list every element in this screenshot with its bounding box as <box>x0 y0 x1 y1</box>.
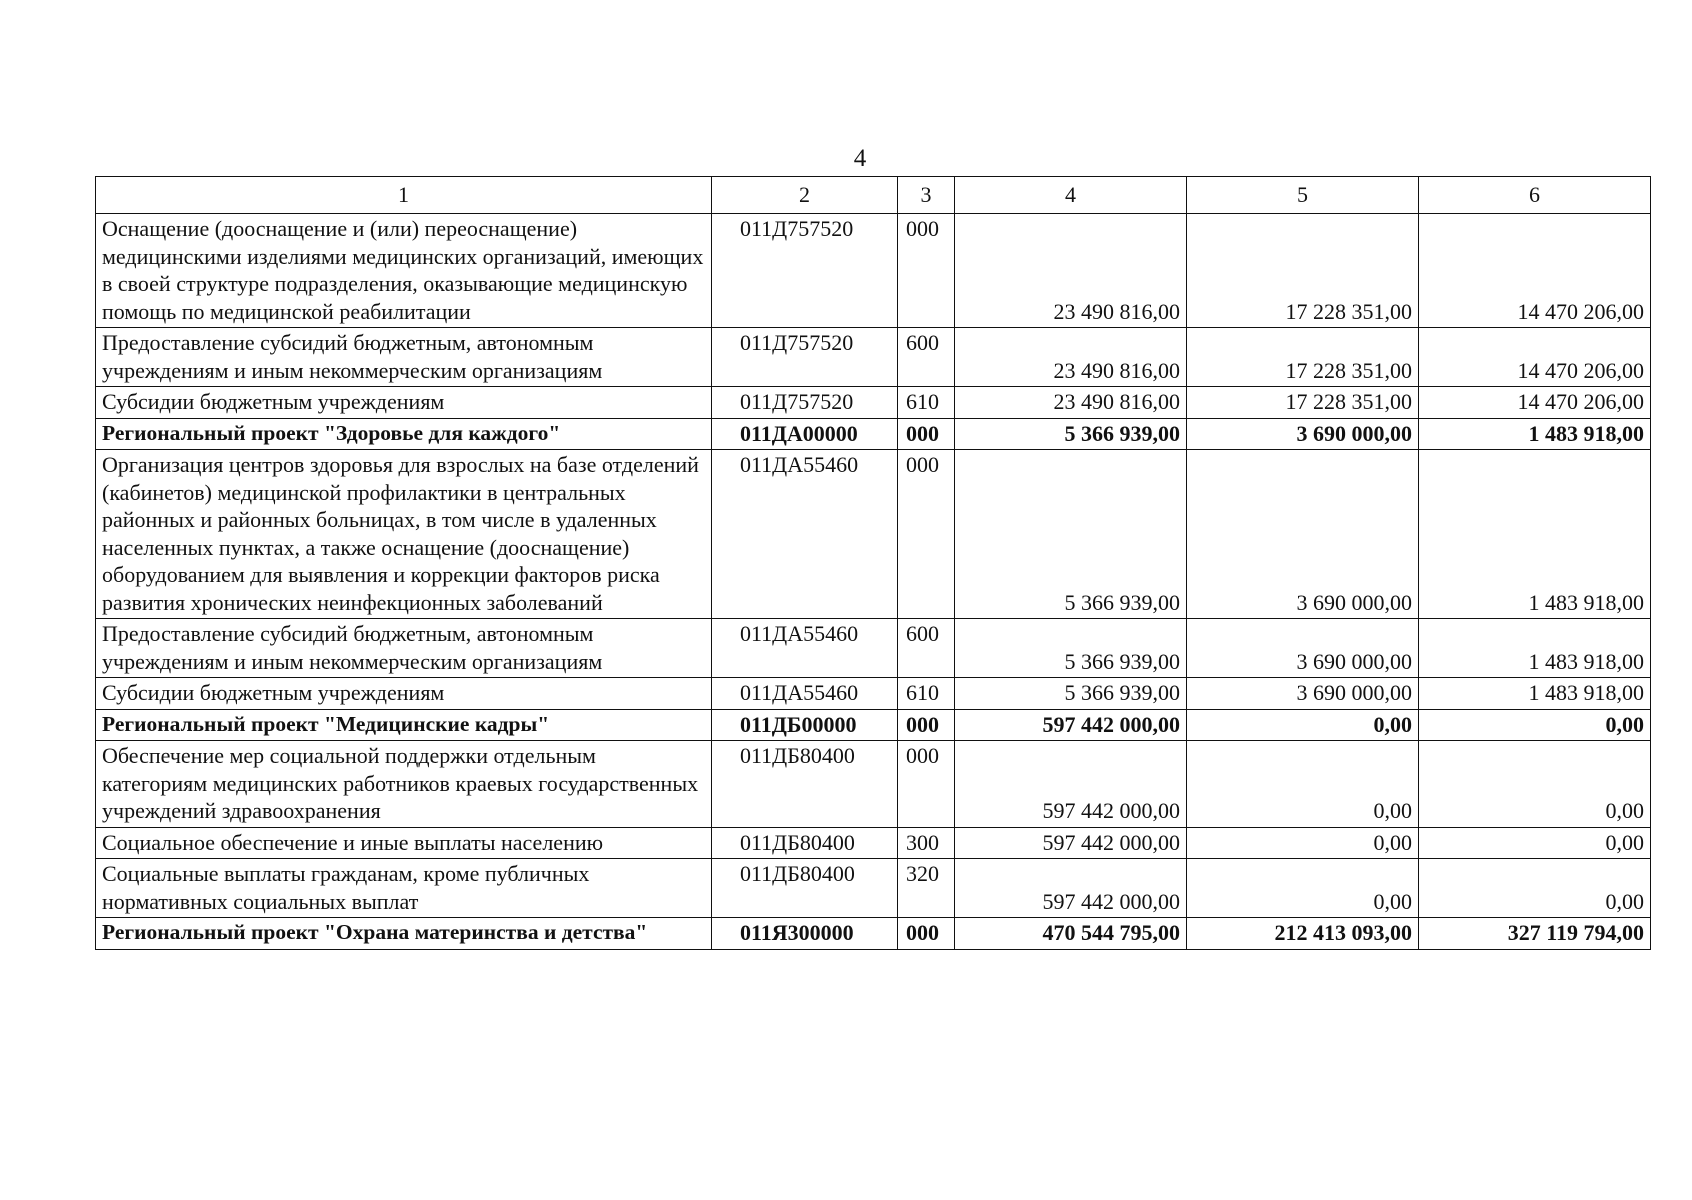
table-row <box>96 328 1651 387</box>
row-amount-col4: 23 490 816,00 <box>955 328 1187 387</box>
row-amount-col4: 470 544 795,00 <box>955 918 1187 950</box>
row-amount-col4: 597 442 000,00 <box>955 859 1187 918</box>
row-code: 011Д757520 <box>712 328 898 387</box>
row-amount-col5: 0,00 <box>1187 827 1419 859</box>
row-amount-col4: 597 442 000,00 <box>955 741 1187 828</box>
column-header-3: 3 <box>898 177 955 214</box>
row-code: 011ДА00000 <box>712 418 898 450</box>
column-header-1: 1 <box>96 177 712 214</box>
row-name: Социальное обеспечение и иные выплаты населению <box>96 827 712 859</box>
row-expense-type: 610 <box>898 387 955 419</box>
table-row <box>96 214 1651 328</box>
column-header-4: 4 <box>955 177 1187 214</box>
row-name: Обеспечение мер социальной поддержки отдельным категориям медицинских работников краевых государственных учреждений здравоохранения <box>96 741 712 828</box>
row-name: Региональный проект "Охрана материнства и детства" <box>96 918 712 950</box>
row-amount-col4: 5 366 939,00 <box>955 418 1187 450</box>
row-code: 011Я300000 <box>712 918 898 950</box>
row-code: 011ДБ80400 <box>712 741 898 828</box>
table-row <box>96 741 1651 828</box>
row-amount-col4: 23 490 816,00 <box>955 387 1187 419</box>
row-expense-type: 000 <box>898 709 955 741</box>
table-body <box>96 177 1651 950</box>
row-name: Предоставление субсидий бюджетным, автономным учреждениям и иным некоммерческим организациям <box>96 619 712 678</box>
row-amount-col6: 14 470 206,00 <box>1419 214 1651 328</box>
row-amount-col5: 3 690 000,00 <box>1187 450 1419 619</box>
row-amount-col6: 1 483 918,00 <box>1419 678 1651 710</box>
row-amount-col6: 1 483 918,00 <box>1419 450 1651 619</box>
table-header-row <box>96 177 1651 214</box>
table-row-project-total <box>96 709 1651 741</box>
table-row-project-total <box>96 418 1651 450</box>
row-expense-type: 000 <box>898 741 955 828</box>
row-expense-type: 600 <box>898 619 955 678</box>
row-code: 011ДБ00000 <box>712 709 898 741</box>
row-expense-type: 000 <box>898 450 955 619</box>
row-expense-type: 610 <box>898 678 955 710</box>
row-code: 011ДА55460 <box>712 678 898 710</box>
table-row <box>96 827 1651 859</box>
budget-table <box>95 176 1651 950</box>
row-expense-type: 000 <box>898 918 955 950</box>
table-row <box>96 859 1651 918</box>
row-amount-col4: 597 442 000,00 <box>955 709 1187 741</box>
row-name: Предоставление субсидий бюджетным, автономным учреждениям и иным некоммерческим организациям <box>96 328 712 387</box>
row-code: 011ДБ80400 <box>712 859 898 918</box>
row-name: Региональный проект "Здоровье для каждого" <box>96 418 712 450</box>
row-expense-type: 300 <box>898 827 955 859</box>
row-code: 011ДА55460 <box>712 450 898 619</box>
row-code: 011Д757520 <box>712 214 898 328</box>
row-amount-col5: 0,00 <box>1187 859 1419 918</box>
row-expense-type: 600 <box>898 328 955 387</box>
row-amount-col6: 14 470 206,00 <box>1419 328 1651 387</box>
row-amount-col5: 3 690 000,00 <box>1187 619 1419 678</box>
row-amount-col5: 3 690 000,00 <box>1187 418 1419 450</box>
row-amount-col5: 17 228 351,00 <box>1187 387 1419 419</box>
row-code: 011ДА55460 <box>712 619 898 678</box>
row-amount-col6: 0,00 <box>1419 741 1651 828</box>
row-amount-col5: 3 690 000,00 <box>1187 678 1419 710</box>
row-name: Организация центров здоровья для взрослых на базе отделений (кабинетов) медицинской профилактики в центральных районных и районных больницах, в том числе в удаленных населенных пунктах, а также оснащение (дооснащение) оборудованием для выявления и коррекции факторов риска развития хронических неинфекционных заболеваний <box>96 450 712 619</box>
row-amount-col5: 17 228 351,00 <box>1187 328 1419 387</box>
row-amount-col4: 5 366 939,00 <box>955 678 1187 710</box>
row-expense-type: 000 <box>898 418 955 450</box>
table-row <box>96 619 1651 678</box>
row-amount-col4: 5 366 939,00 <box>955 619 1187 678</box>
row-amount-col4: 597 442 000,00 <box>955 827 1187 859</box>
row-amount-col6: 0,00 <box>1419 827 1651 859</box>
row-name: Социальные выплаты гражданам, кроме публичных нормативных социальных выплат <box>96 859 712 918</box>
row-amount-col5: 212 413 093,00 <box>1187 918 1419 950</box>
row-name: Региональный проект "Медицинские кадры" <box>96 709 712 741</box>
table-row <box>96 387 1651 419</box>
row-amount-col6: 0,00 <box>1419 859 1651 918</box>
column-header-5: 5 <box>1187 177 1419 214</box>
table-row <box>96 678 1651 710</box>
row-expense-type: 000 <box>898 214 955 328</box>
row-amount-col4: 5 366 939,00 <box>955 450 1187 619</box>
row-expense-type: 320 <box>898 859 955 918</box>
table-row-project-total <box>96 918 1651 950</box>
row-amount-col5: 17 228 351,00 <box>1187 214 1419 328</box>
row-amount-col6: 1 483 918,00 <box>1419 619 1651 678</box>
row-amount-col6: 1 483 918,00 <box>1419 418 1651 450</box>
table-row <box>96 450 1651 619</box>
page-number: 4 <box>853 145 867 172</box>
row-name: Оснащение (дооснащение и (или) переоснащение) медицинскими изделиями медицинских организаций, имеющих в своей структуре подразделения, оказывающие медицинскую помощь по медицинской реабилитации <box>96 214 712 328</box>
row-amount-col6: 0,00 <box>1419 709 1651 741</box>
row-amount-col6: 327 119 794,00 <box>1419 918 1651 950</box>
column-header-6: 6 <box>1419 177 1651 214</box>
row-code: 011ДБ80400 <box>712 827 898 859</box>
row-code: 011Д757520 <box>712 387 898 419</box>
column-header-2: 2 <box>712 177 898 214</box>
row-amount-col4: 23 490 816,00 <box>955 214 1187 328</box>
row-amount-col5: 0,00 <box>1187 741 1419 828</box>
row-name: Субсидии бюджетным учреждениям <box>96 387 712 419</box>
row-name: Субсидии бюджетным учреждениям <box>96 678 712 710</box>
row-amount-col6: 14 470 206,00 <box>1419 387 1651 419</box>
row-amount-col5: 0,00 <box>1187 709 1419 741</box>
